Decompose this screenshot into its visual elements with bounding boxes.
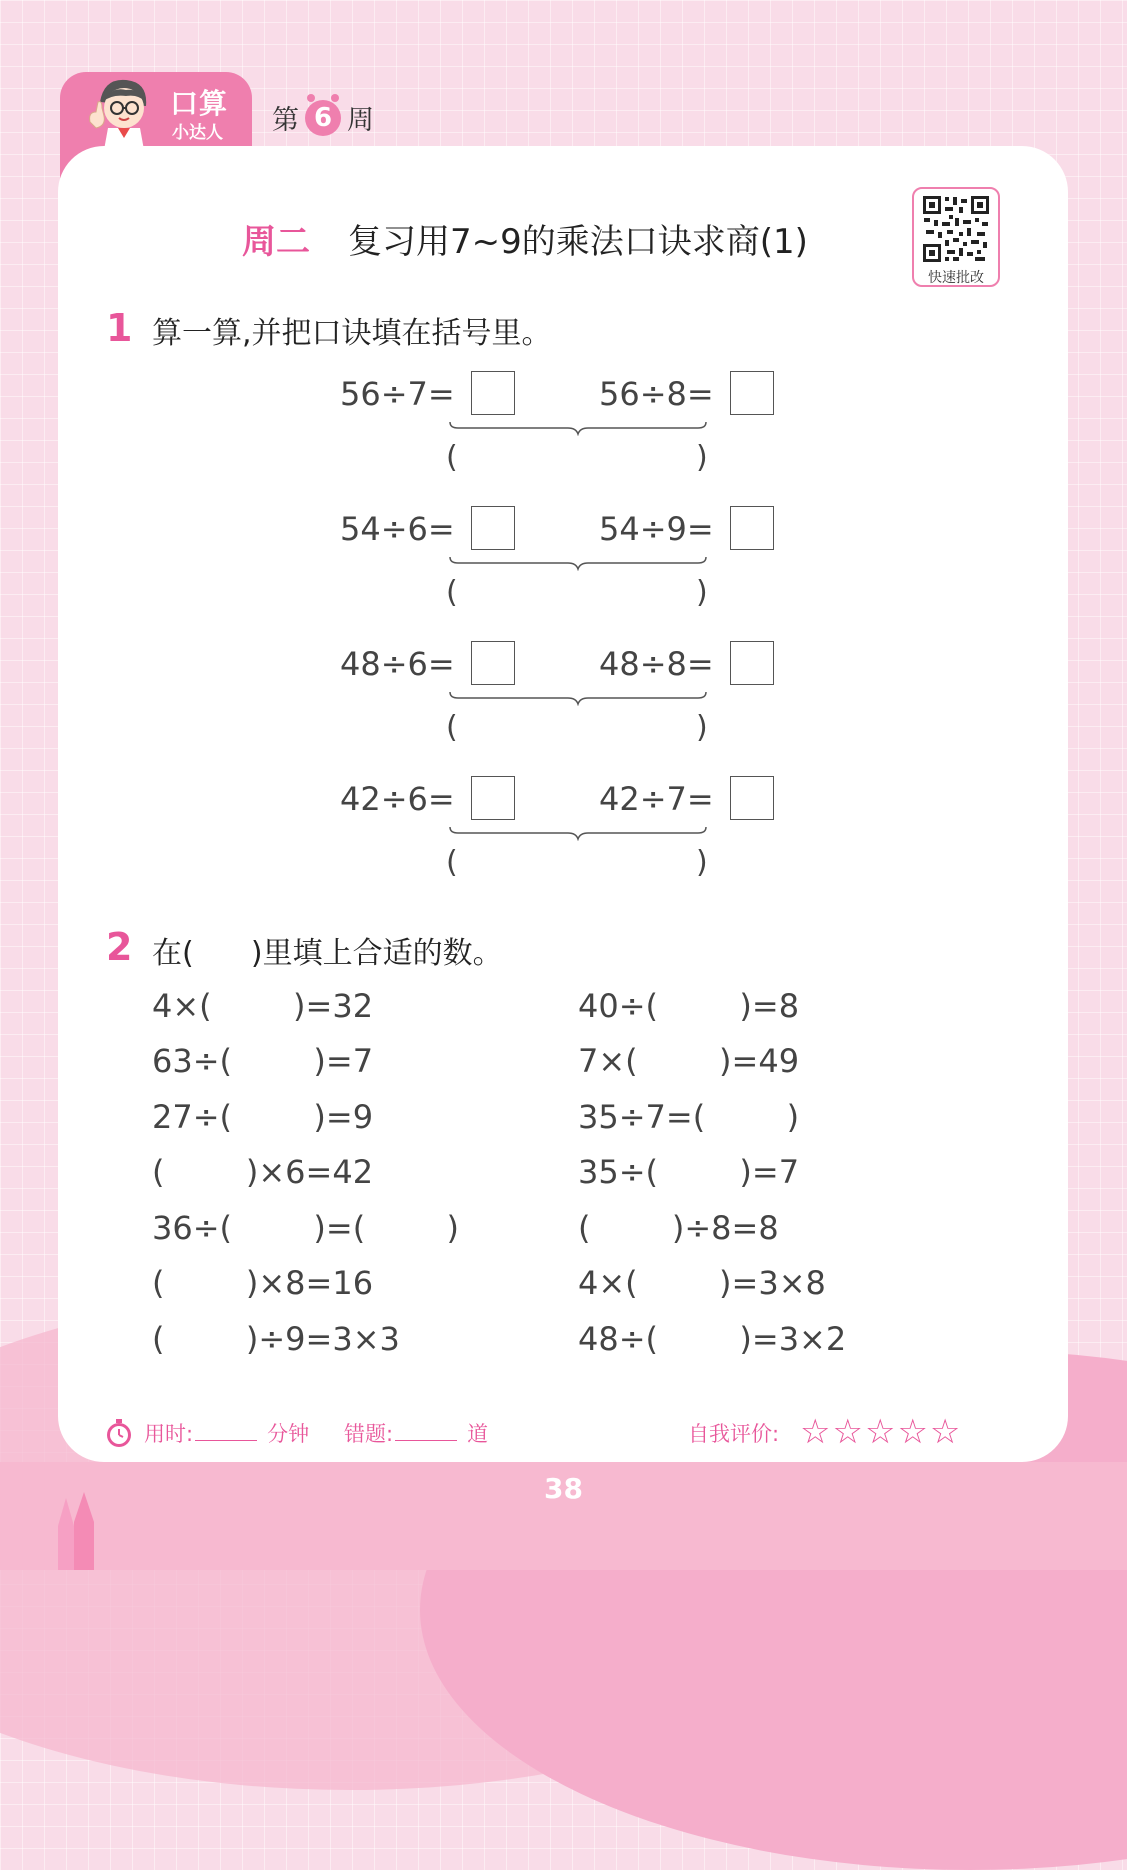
paren-close: ) [696, 575, 708, 610]
footer-errors [344, 1418, 488, 1448]
problem-left-7[interactable]: ( )÷9=3×3 [152, 1320, 400, 1358]
qr-code-icon [922, 195, 990, 263]
page-number: 38 [544, 1472, 583, 1505]
brace-icon [448, 420, 708, 436]
paren-close: ) [696, 440, 708, 475]
equation-right: 54÷9= [599, 510, 714, 548]
problem-left-5[interactable]: 36÷( )=( ) [152, 1209, 460, 1247]
title-day: 周二 [242, 222, 310, 262]
problem-right-6[interactable]: 4×( )=3×8 [578, 1264, 826, 1302]
problem-right-2[interactable]: 7×( )=49 [578, 1042, 800, 1080]
errors-input-line[interactable] [395, 1422, 457, 1441]
time-input-line[interactable] [195, 1422, 257, 1441]
answer-box[interactable] [471, 776, 515, 820]
paren-open: ( [446, 710, 458, 745]
section-2-number: 2 [106, 925, 133, 969]
brace-icon [448, 825, 708, 841]
section-1-number: 1 [106, 306, 133, 350]
time-unit: 分钟 [267, 1422, 310, 1446]
title-text: 复习用7~9的乘法口诀求商(1) [348, 222, 808, 262]
paren-close: ) [696, 710, 708, 745]
paren-open: ( [446, 845, 458, 880]
brace-icon [448, 555, 708, 571]
qr-label: 快速批改 [928, 270, 984, 286]
paren-open: ( [446, 440, 458, 475]
footer-time [144, 1418, 309, 1448]
self-eval-label: 自我评价: [688, 1422, 780, 1446]
answer-box[interactable] [471, 371, 515, 415]
problem-left-2[interactable]: 63÷( )=7 [152, 1042, 374, 1080]
time-label: 用时: [144, 1422, 194, 1446]
page-title [242, 214, 808, 263]
problem-right-3[interactable]: 35÷7=( ) [578, 1098, 800, 1136]
week-prefix: 第 [272, 105, 299, 136]
equation-left: 42÷6= [340, 780, 455, 818]
problem-right-1[interactable]: 40÷( )=8 [578, 987, 800, 1025]
answer-box[interactable] [471, 506, 515, 550]
answer-box[interactable] [730, 776, 774, 820]
equation-right: 56÷8= [599, 375, 714, 413]
answer-box[interactable] [730, 506, 774, 550]
equation-left: 56÷7= [340, 375, 455, 413]
equation-right: 42÷7= [599, 780, 714, 818]
problem-left-4[interactable]: ( )×6=42 [152, 1153, 374, 1191]
problem-left-6[interactable]: ( )×8=16 [152, 1264, 374, 1302]
answer-box[interactable] [730, 371, 774, 415]
self-eval-stars[interactable]: ☆☆☆☆☆ [800, 1412, 963, 1452]
paren-close: ) [696, 845, 708, 880]
qr-code-panel[interactable] [912, 187, 1000, 287]
problem-right-7[interactable]: 48÷( )=3×2 [578, 1320, 847, 1358]
answer-box[interactable] [730, 641, 774, 685]
equation-left: 54÷6= [340, 510, 455, 548]
brand-title: 口算 [170, 87, 229, 120]
equation-right: 48÷8= [599, 645, 714, 683]
section-2-instruction: 在( )里填上合适的数。 [152, 936, 503, 971]
problem-right-4[interactable]: 35÷( )=7 [578, 1153, 800, 1191]
stopwatch-icon [104, 1418, 134, 1448]
section-1-instruction: 算一算,并把口诀填在括号里。 [152, 316, 552, 351]
paren-open: ( [446, 575, 458, 610]
problem-left-1[interactable]: 4×( )=32 [152, 987, 374, 1025]
errors-unit: 道 [467, 1422, 489, 1446]
brace-icon [448, 690, 708, 706]
equation-left: 48÷6= [340, 645, 455, 683]
answer-box[interactable] [471, 641, 515, 685]
mascot-icon [82, 72, 164, 150]
week-indicator [272, 98, 374, 137]
pencil-decoration-icon [54, 1492, 98, 1570]
week-suffix: 周 [347, 105, 374, 136]
week-number: 6 [305, 100, 341, 136]
problem-left-3[interactable]: 27÷( )=9 [152, 1098, 374, 1136]
errors-label: 错题: [344, 1422, 394, 1446]
brand-subtitle: 小达人 [172, 123, 223, 143]
problem-right-5[interactable]: ( )÷8=8 [578, 1209, 779, 1247]
